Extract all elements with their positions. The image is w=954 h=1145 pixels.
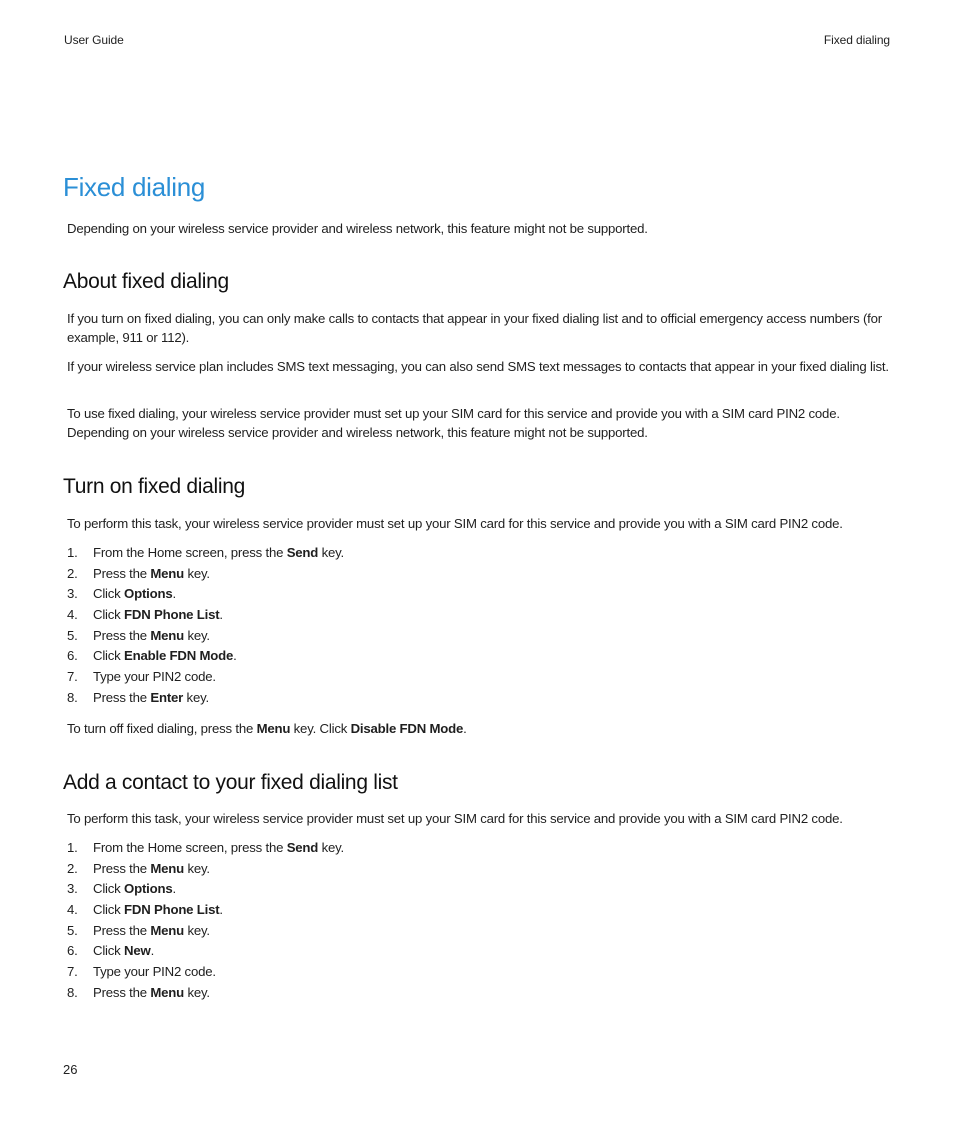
step-item: 7. Type your PIN2 code. xyxy=(67,669,216,685)
step-item: 2. Press the Menu key. xyxy=(67,565,210,581)
step-item: 8. Press the Menu key. xyxy=(67,984,210,1000)
about-paragraph-1: If you turn on fixed dialing, you can only make calls to contacts that appear in your fixed dialing list and to official emergency access numbers (for example, 911 or 112). xyxy=(67,311,882,346)
about-heading: About fixed dialing xyxy=(63,270,229,293)
step-item: 1. From the Home screen, press the Send key. xyxy=(67,545,345,560)
step-item: 1. From the Home screen, press the Send key. xyxy=(67,840,345,855)
step-item: 6. Click New. xyxy=(67,943,155,959)
turn-on-prerequisite: To perform this task, your wireless service provider must set up your SIM card for this service and provide you with a SIM card PIN2 code. xyxy=(67,516,843,531)
page-title: Fixed dialing xyxy=(63,172,206,202)
page-number: 26 xyxy=(63,1062,78,1077)
step-item: 3. Click Options. xyxy=(67,881,176,897)
step-item: 4. Click FDN Phone List. xyxy=(67,607,223,623)
about-paragraph-3: To use fixed dialing, your wireless service provider must set up your SIM card for this service and provide you with a SIM card PIN2 code. Depending on your wireless service provider and wireless network, this feature might not be supported. xyxy=(67,406,840,441)
add-contact-heading: Add a contact to your fixed dialing list xyxy=(63,771,398,794)
add-contact-steps xyxy=(67,838,344,1004)
step-item: 5. Press the Menu key. xyxy=(67,627,210,643)
step-item: 7. Type your PIN2 code. xyxy=(67,964,216,980)
step-item: 3. Click Options. xyxy=(67,586,176,602)
turn-off-note: To turn off fixed dialing, press the Menu key. Click Disable FDN Mode. xyxy=(67,721,467,736)
step-item: 5. Press the Menu key. xyxy=(67,922,210,938)
running-header-right: Fixed dialing xyxy=(823,33,890,47)
turn-on-heading: Turn on fixed dialing xyxy=(63,475,246,498)
step-item: 4. Click FDN Phone List. xyxy=(67,902,223,918)
step-item: 8. Press the Enter key. xyxy=(67,689,209,705)
add-contact-prerequisite: To perform this task, your wireless service provider must set up your SIM card for this service and provide you with a SIM card PIN2 code. xyxy=(67,811,843,826)
intro-paragraph: Depending on your wireless service provider and wireless network, this feature might not be supported. xyxy=(67,221,648,236)
turn-on-steps xyxy=(67,543,344,709)
about-paragraph-2: If your wireless service plan includes SMS text messaging, you can also send SMS text messages to contacts that appear in your fixed dialing list. xyxy=(67,359,889,374)
step-item: 6. Click Enable FDN Mode. xyxy=(67,648,237,664)
step-item: 2. Press the Menu key. xyxy=(67,860,210,876)
running-header-left: User Guide xyxy=(64,33,124,47)
